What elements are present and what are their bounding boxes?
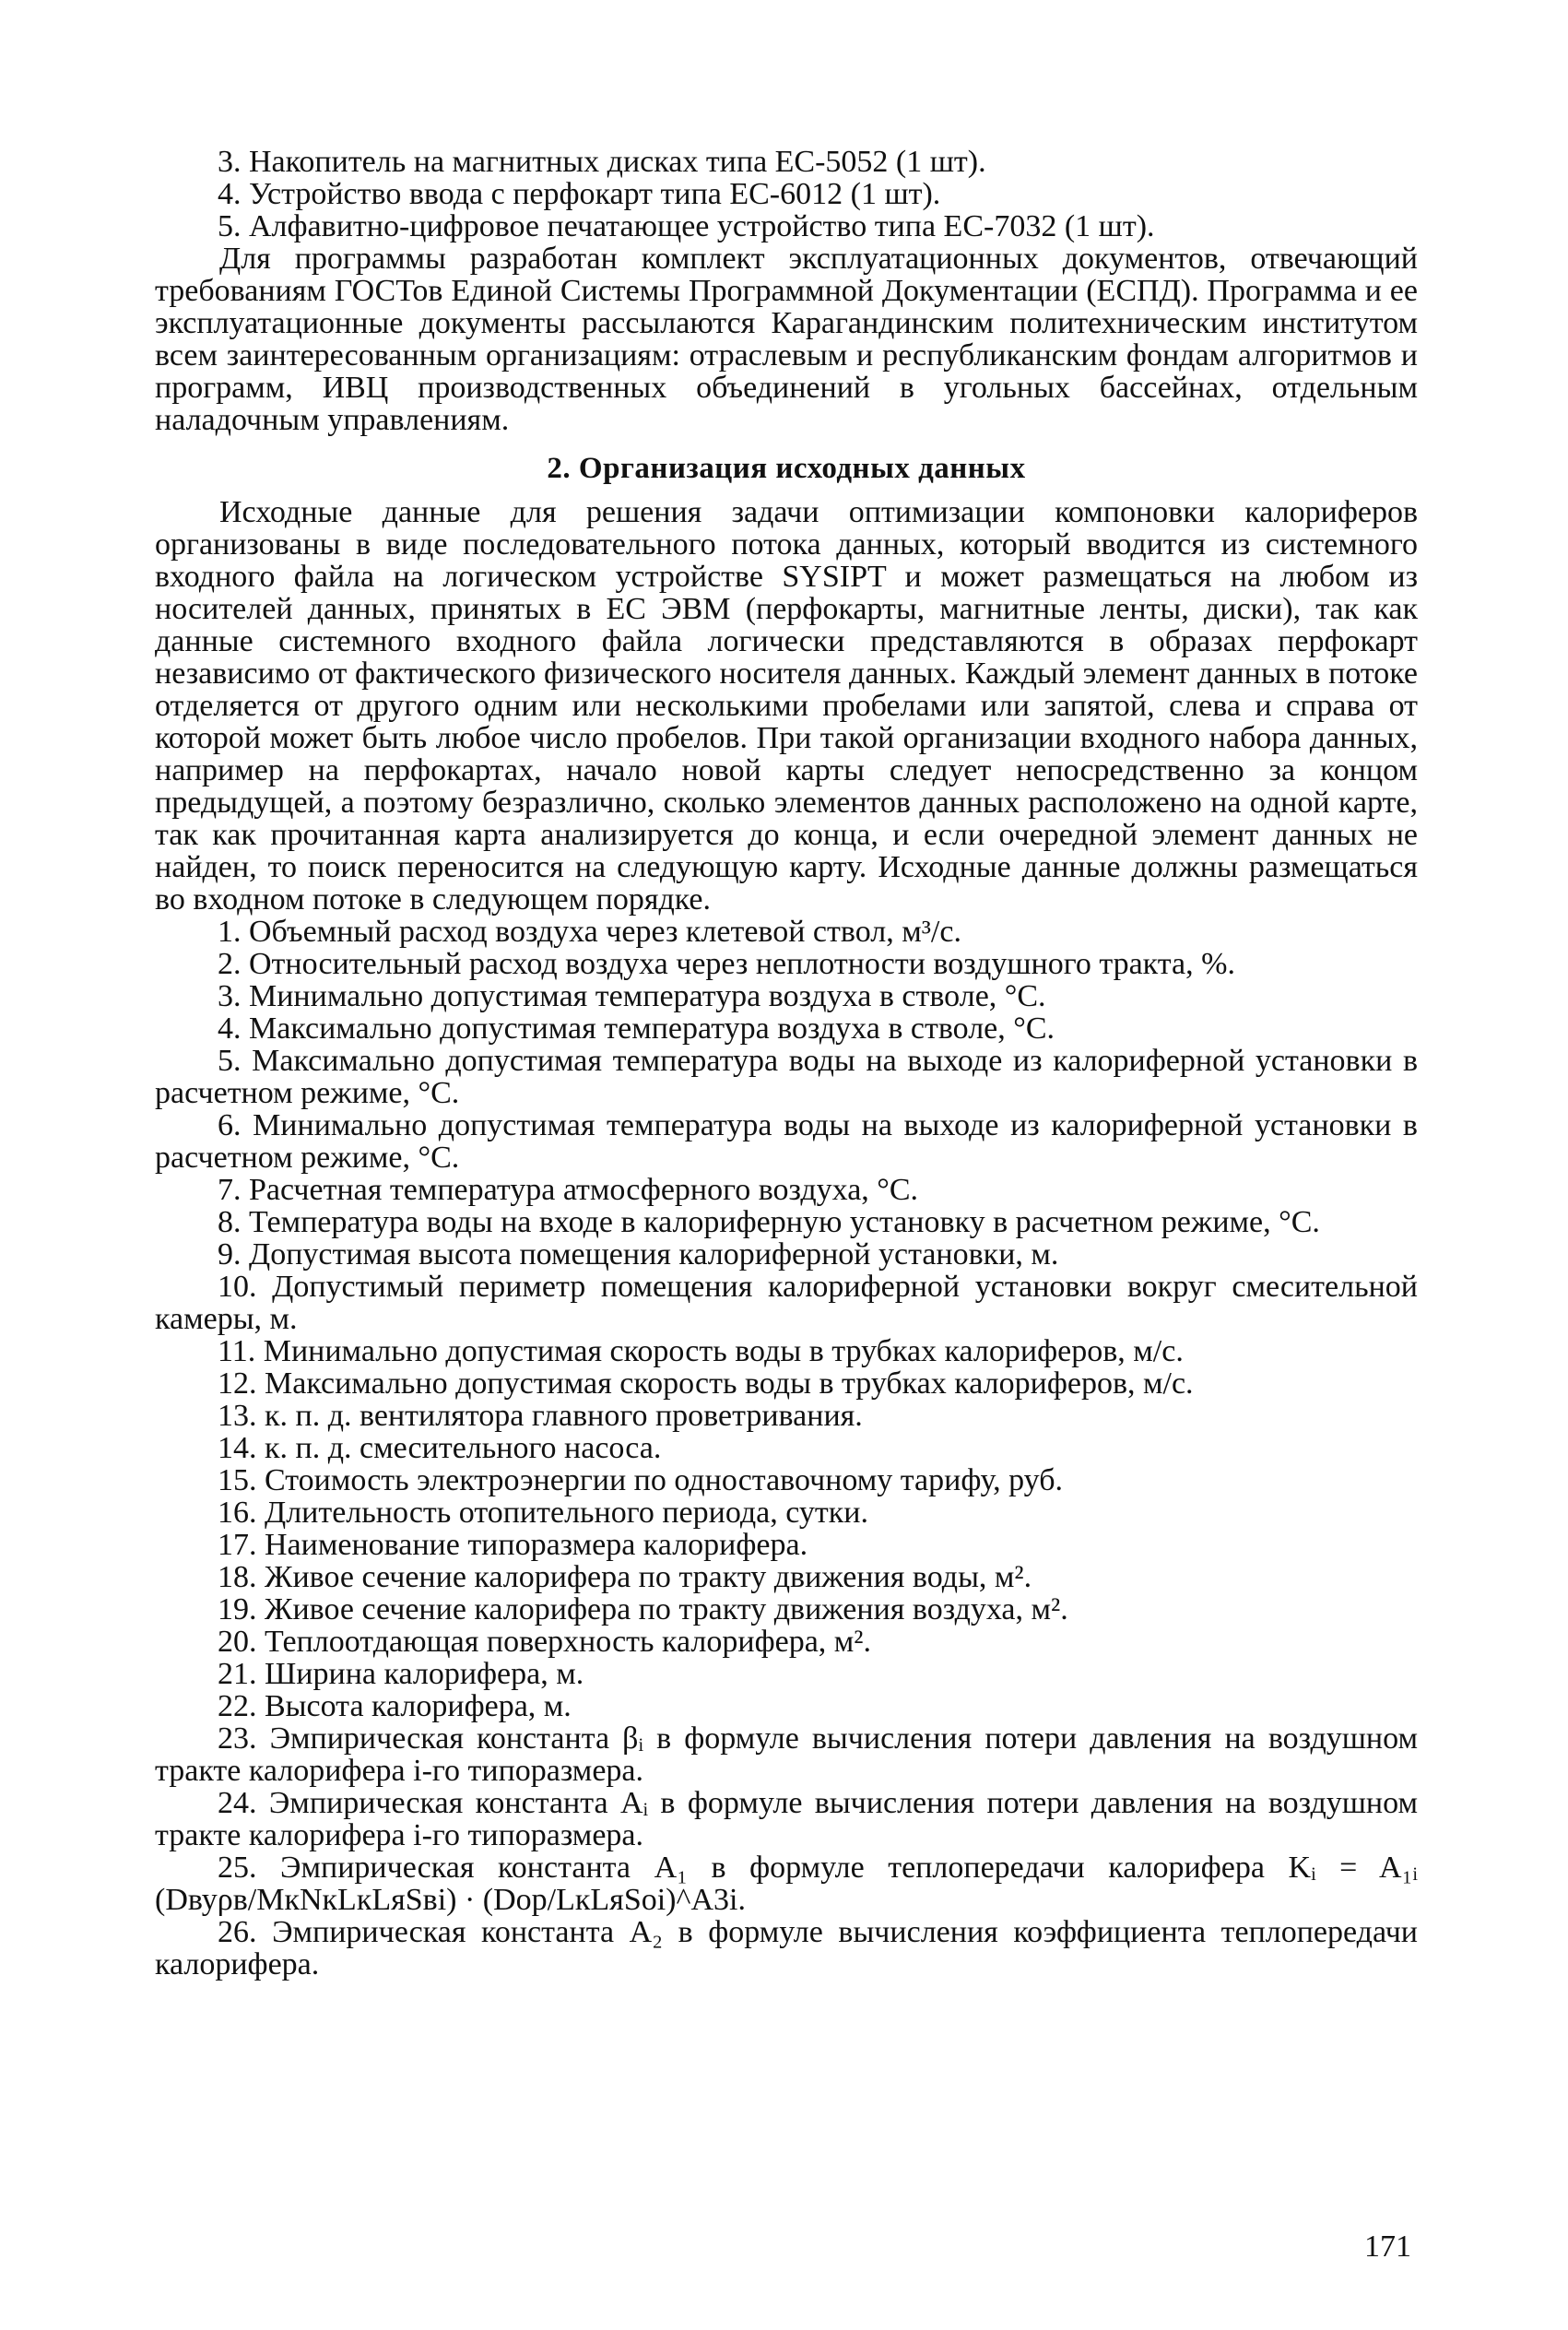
- list-item: 21. Ширина калорифера, м.: [218, 1657, 584, 1691]
- list-item: 13. к. п. д. вентилятора главного проветривания.: [218, 1399, 863, 1433]
- list-item: 4. Устройство ввода с перфокарт типа ЕС-6012 (1 шт).: [218, 177, 941, 211]
- list-item: 5. Максимально допустимая температура воды на выходе из калориферной установки в расчетном режиме, °С.: [155, 1044, 1418, 1110]
- list-item: 17. Наименование типоразмера калорифера.: [218, 1528, 808, 1562]
- list-item: 11. Минимально допустимая скорость воды в трубках калориферов, м/с.: [218, 1334, 1184, 1368]
- list-item: 24. Эмпирическая константа Aᵢ в формуле вычисления потери давления на воздушном тракте калорифера i-го типоразмера.: [155, 1786, 1418, 1852]
- list-item: 3. Минимально допустимая температура воздуха в стволе, °С.: [218, 979, 1046, 1013]
- list-item: 14. к. п. д. смесительного насоса.: [218, 1431, 662, 1465]
- list-item: 12. Максимально допустимая скорость воды в трубках калориферов, м/с.: [218, 1366, 1194, 1401]
- list-item: 15. Стоимость электроэнергии по одноставочному тарифу, руб.: [218, 1463, 1064, 1497]
- list-item: 7. Расчетная температура атмосферного воздуха, °С.: [218, 1173, 919, 1207]
- list-item: 8. Температура воды на входе в калориферную установку в расчетном режиме, °С.: [218, 1205, 1320, 1239]
- document-page: [155, 146, 1418, 1981]
- list-item: 1. Объемный расход воздуха через клетевой ствол, м³/с.: [218, 915, 961, 949]
- list-item: 6. Минимально допустимая температура воды на выходе из калориферной установки в расчетном режиме, °С.: [155, 1108, 1418, 1175]
- list-item: 22. Высота калорифера, м.: [218, 1689, 572, 1723]
- list-item: 19. Живое сечение калорифера по тракту движения воздуха, м².: [218, 1592, 1068, 1626]
- list-item: 4. Максимально допустимая температура воздуха в стволе, °С.: [218, 1011, 1055, 1046]
- list-item: 10. Допустимый периметр помещения калориферной установки вокруг смесительной камеры, м.: [155, 1270, 1418, 1336]
- list-item: 20. Теплоотдающая поверхность калорифера, м².: [218, 1625, 872, 1659]
- list-item: 2. Относительный расход воздуха через неплотности воздушного тракта, %.: [218, 947, 1235, 981]
- page-number: 171: [1364, 2229, 1411, 2264]
- list-item: 9. Допустимая высота помещения калориферной установки, м.: [218, 1237, 1059, 1271]
- list-item: 18. Живое сечение калорифера по тракту движения воды, м².: [218, 1560, 1032, 1594]
- paragraph: Для программы разработан комплект эксплуатационных документов, отвечающий требованиям ГОСТов Единой Системы Программной Документации (ЕСПД). Программа и ее эксплуатационные документы рассылаются Карагандинским политехническим институтом всем заинтересованным организациям: отраслевым и республиканским фондам алгоритмов и программ, ИВЦ производственных объединений в угольных бассейнах, отдельным наладочным управлениям.: [155, 242, 1418, 437]
- paragraph: Исходные данные для решения задачи оптимизации компоновки калориферов организованы в виде последовательного потока данных, который вводится из системного входного файла на логическом устройстве SYSIPT и может размещаться на любом из носителей данных, принятых в ЕС ЭВМ (перфокарты, магнитные ленты, диски), так как данные системного входного файла логически представляются в образах перфокарт независимо от фактического физического носителя данных. Каждый элемент данных в потоке отделяется от другого одним или несколькими пробелами или запятой, слева и справа от которой может быть любое число пробелов. При такой организации входного набора данных, например на перфокартах, начало новой карты следует непосредственно за концом предыдущей, а поэтому безразлично, сколько элементов данных расположено на одной карте, так как прочитанная карта анализируется до конца, и если очередной элемент данных не найден, то поиск переносится на следующую карту. Исходные данные должны размещаться во входном потоке в следующем порядке.: [155, 495, 1418, 917]
- list-item: 23. Эмпирическая константа βᵢ в формуле вычисления потери давления на воздушном тракте калорифера i-го типоразмера.: [155, 1721, 1418, 1788]
- list-item: 16. Длительность отопительного периода, сутки.: [218, 1496, 868, 1530]
- list-item: 26. Эмпирическая константа A₂ в формуле вычисления коэффициента теплопередачи калорифера.: [155, 1915, 1418, 1981]
- list-item: 25. Эмпирическая константа A₁ в формуле теплопередачи калорифера Kᵢ = A₁ᵢ (Dвуρв/MкNкLкLяSвi) · (Dор/LкLяSоi)^A3i.: [155, 1851, 1418, 1917]
- list-item: 3. Накопитель на магнитных дисках типа ЕС-5052 (1 шт).: [218, 145, 986, 179]
- list-item: 5. Алфавитно-цифровое печатающее устройство типа ЕС-7032 (1 шт).: [218, 209, 1155, 243]
- section-heading: 2. Организация исходных данных: [547, 452, 1026, 485]
